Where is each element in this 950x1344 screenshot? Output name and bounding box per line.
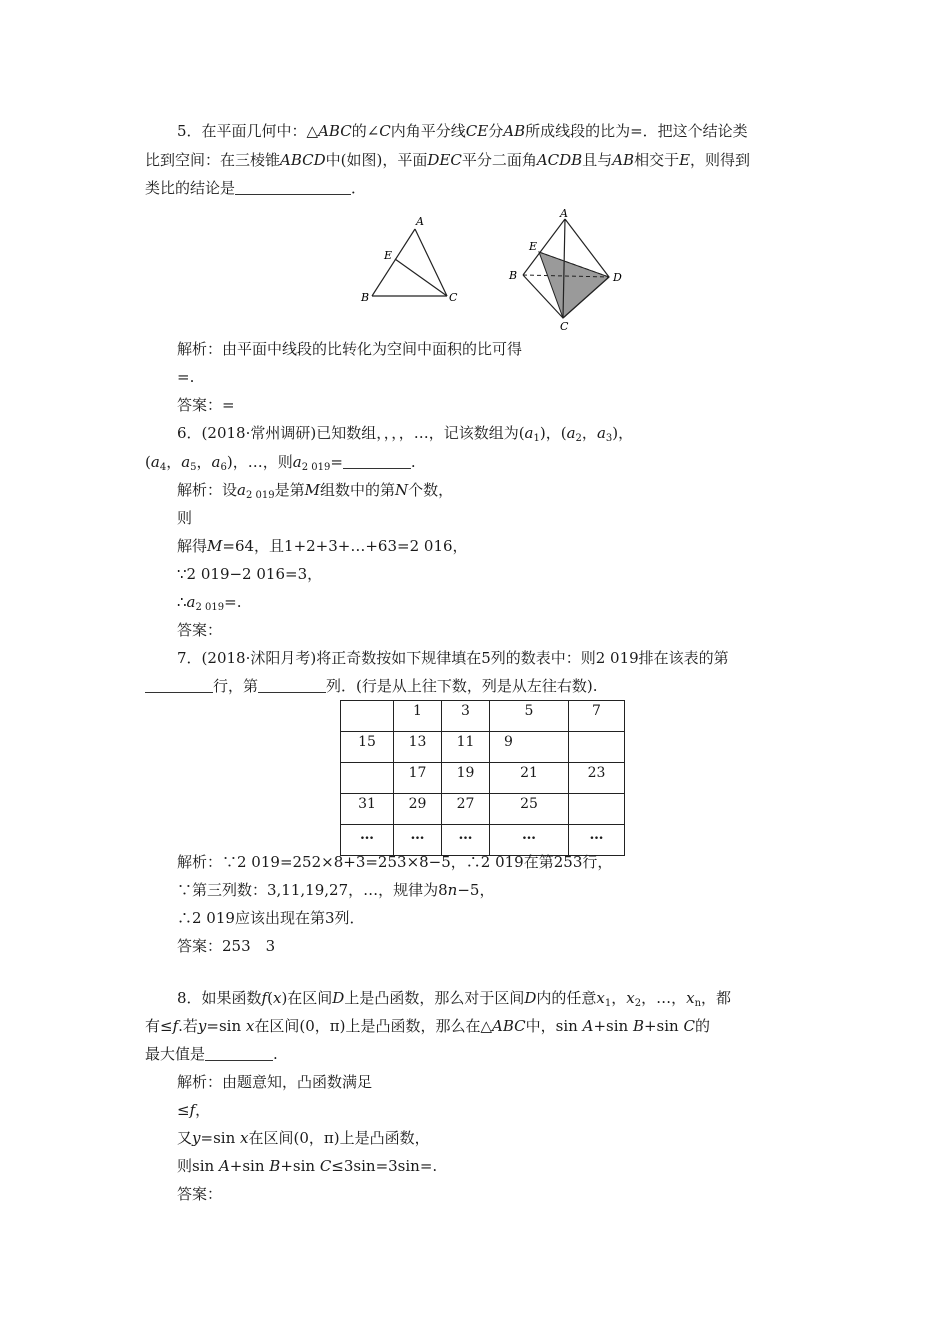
answer-blank	[343, 454, 411, 469]
p8-solution-3: 又y=sin x在区间(0，π)上是凸函数，	[177, 1129, 430, 1147]
p6-solution-4: ∵2 019−2 016=3，	[177, 565, 323, 583]
p7-line2: 行，第 列．(行是从上往下数，列是从左往右数).	[145, 675, 598, 697]
table-cell: 31	[341, 794, 394, 825]
table-cell: 13	[394, 732, 442, 763]
p5-answer: 答案：=	[177, 396, 235, 414]
p5-solution-1: 解析：由平面中线段的比转化为空间中面积的比可得	[177, 340, 523, 358]
table-cell: …	[442, 825, 490, 856]
p5-line1: 5．在平面几何中：△ABC的∠C内角平分线CE分AB所成线段的比为=．把这个结论类	[177, 122, 748, 140]
p6-solution-2: 则	[177, 509, 193, 527]
table-cell: …	[569, 825, 625, 856]
table-cell	[569, 732, 625, 763]
table-cell: 11	[442, 732, 490, 763]
p8-line2: 有≤f.若y=sin x在区间(0，π)上是凸函数，那么在△ABC中，sin A+sin B+sin C的	[145, 1017, 710, 1035]
table-row	[341, 794, 625, 825]
p6-line2: ($a_4$，$a_5$，$a_6$)，…，则$a_{2 019}=$ .	[145, 453, 416, 473]
p5-line3: 类比的结论是 ．	[145, 179, 367, 197]
answer-blank	[235, 180, 351, 195]
table-cell	[569, 794, 625, 825]
label-d: D	[613, 271, 622, 284]
table-row	[341, 763, 625, 794]
table-cell: 9	[490, 732, 569, 763]
answer-blank	[145, 678, 213, 693]
table-cell: 1	[394, 701, 442, 732]
table-cell: …	[394, 825, 442, 856]
p8-solution-2: ≤f，	[177, 1101, 211, 1119]
p6-solution-1: 解析：设$a_{2 019}$是第M组数中的第N个数，	[177, 481, 454, 501]
table-row	[341, 732, 625, 763]
p6-solution-5: $\therefore a_{2 019}=$.	[177, 593, 242, 613]
p6-solution-3: 解得M=64，且1+2+3+…+63=2 016，	[177, 537, 468, 555]
p6-line1: 6．(2018·常州调研)已知数组，，，，…，记该数组为$(a_1)$，($a_2$，$a_3$)，	[177, 424, 634, 444]
label-c: C	[560, 320, 569, 332]
label-a: A	[560, 207, 568, 220]
p8-line3: 最大值是 .	[145, 1045, 278, 1063]
table-cell: 7	[569, 701, 625, 732]
table-cell: 17	[394, 763, 442, 794]
table-cell: …	[490, 825, 569, 856]
p7-line1: 7．(2018·沭阳月考)将正奇数按如下规律填在5列的数表中：则2 019排在该表的第	[177, 649, 729, 667]
answer-blank	[258, 678, 326, 693]
table-cell: 25	[490, 794, 569, 825]
answer-blank	[205, 1046, 273, 1061]
p8-solution-4: 则sin A+sin B+sin C≤3sin=3sin=.	[177, 1157, 438, 1175]
table-cell	[341, 763, 394, 794]
triangle-figure	[355, 213, 465, 308]
table-cell: 5	[490, 701, 569, 732]
label-e: E	[384, 249, 393, 262]
table-cell: 21	[490, 763, 569, 794]
table-cell: 3	[442, 701, 490, 732]
table-cell: 19	[442, 763, 490, 794]
table-cell: …	[341, 825, 394, 856]
table-cell: 23	[569, 763, 625, 794]
p7-solution-3: ∴2 019应该出现在第3列．	[177, 909, 365, 927]
label-a: A	[416, 215, 424, 228]
p8-answer: 答案：	[177, 1185, 223, 1203]
p5-solution-2: =.	[177, 368, 195, 386]
p7-solution-2: ∵第三列数：3,11,19,27，…，规律为8n−5，	[177, 881, 495, 899]
label-e: E	[529, 240, 538, 253]
p8-line1: 8．如果函数f(x)在区间D上是凸函数，那么对于区间D内的任意$x_1$，$x_2$，…，$x_n$，都	[177, 989, 732, 1009]
label-c: C	[449, 291, 458, 304]
label-b: B	[509, 269, 518, 282]
table-cell: 15	[341, 732, 394, 763]
odd-number-table	[340, 700, 625, 856]
label-b: B	[361, 291, 370, 304]
table-cell: 27	[442, 794, 490, 825]
p8-solution-1: 解析：由题意知，凸函数满足	[177, 1073, 373, 1091]
table-cell: 29	[394, 794, 442, 825]
p7-solution-1: 解析：∵2 019=252×8+3=253×8−5，∴2 019在第253行，	[177, 853, 613, 871]
table-row	[341, 701, 625, 732]
table-cell	[341, 701, 394, 732]
p5-line2: 比到空间：在三棱锥ABCD中(如图)，平面DEC平分二面角ACDB且与AB相交于E，则得到	[145, 151, 751, 169]
p6-answer: 答案：	[177, 621, 223, 639]
p7-answer: 答案：253 3	[177, 937, 276, 955]
tetrahedron-figure	[505, 207, 630, 332]
